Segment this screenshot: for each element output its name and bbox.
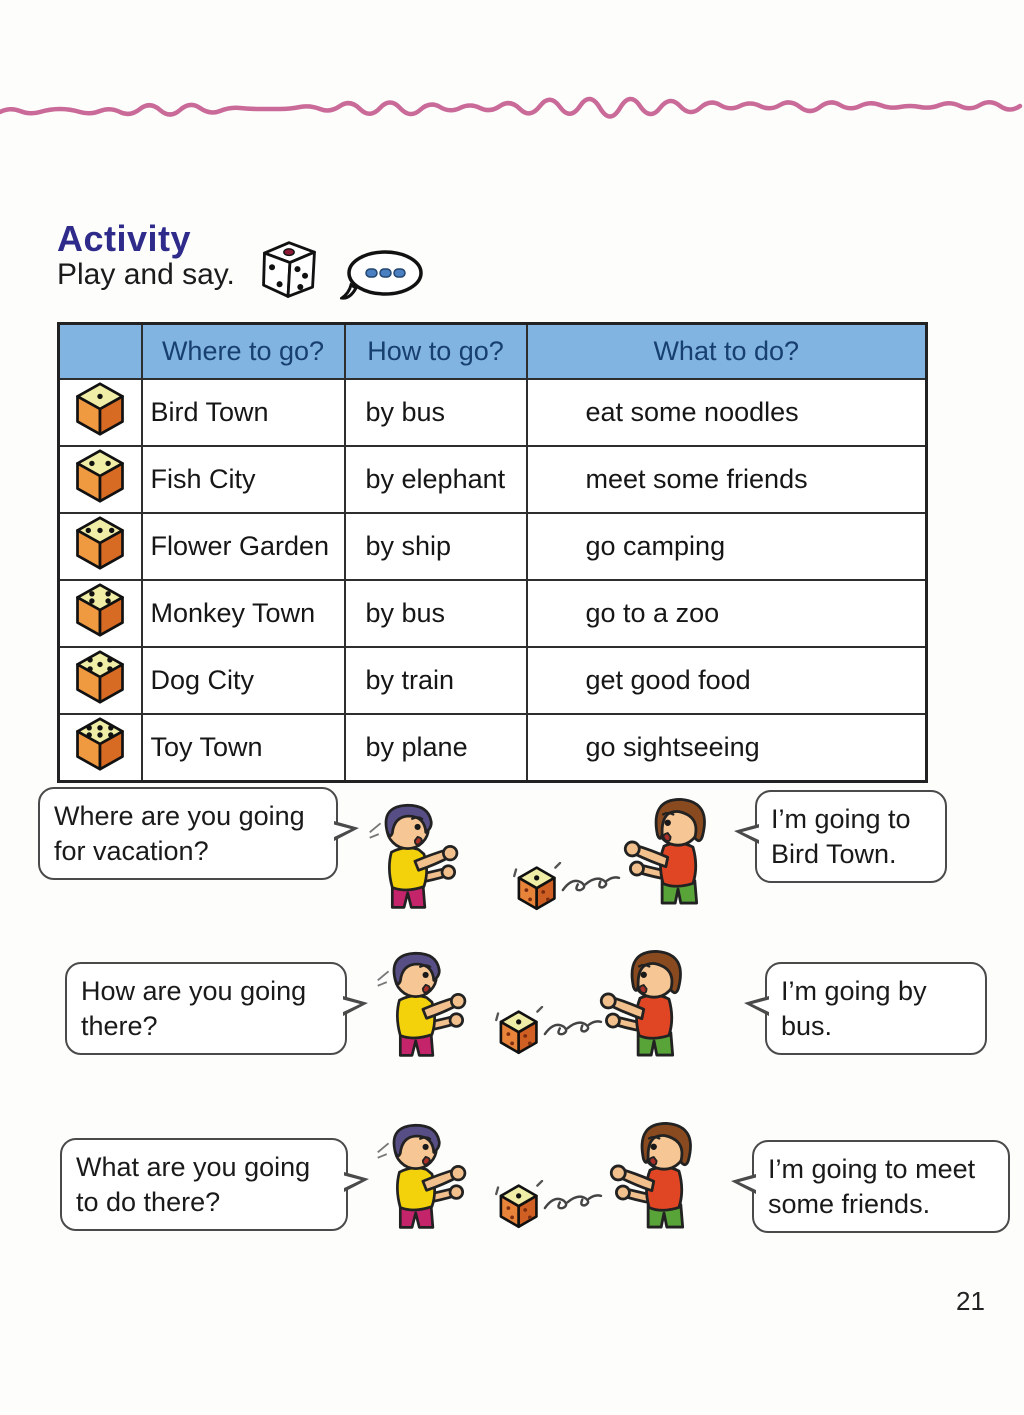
table-header-row (59, 324, 927, 380)
boy-character (368, 946, 476, 1068)
table-row (59, 580, 927, 647)
die-cell (59, 513, 142, 580)
question-bubble-2 (65, 962, 347, 1055)
tossed-die-icon (512, 862, 624, 920)
how-cell: by train (345, 647, 527, 714)
die-face-5-icon (73, 649, 127, 705)
activity-table (57, 322, 928, 783)
pink-divider-line (0, 0, 1024, 140)
girl-character (598, 1116, 716, 1242)
question-text: How are you going there? (81, 976, 307, 1041)
where-cell: Fish City (142, 446, 345, 513)
where-cell: Dog City (142, 647, 345, 714)
die-cell (59, 580, 142, 647)
die-cell (59, 647, 142, 714)
answer-bubble-3 (752, 1140, 1010, 1233)
where-cell: Bird Town (142, 379, 345, 446)
play-and-say-label: Play and say. (57, 258, 235, 291)
question-text: What are you going to do there? (76, 1152, 311, 1217)
where-cell: Monkey Town (142, 580, 345, 647)
how-cell: by bus (345, 379, 527, 446)
how-cell: by ship (345, 513, 527, 580)
how-cell: by bus (345, 580, 527, 647)
answer-bubble-1 (755, 790, 947, 883)
answer-text: I’m going to Bird Town. (771, 804, 911, 869)
table-row (59, 647, 927, 714)
answer-bubble-2 (765, 962, 987, 1055)
die-column-header (59, 324, 142, 380)
table-row (59, 513, 927, 580)
girl-character (588, 944, 706, 1070)
die-face-2-icon (73, 448, 127, 504)
question-bubble-3 (60, 1138, 348, 1231)
what-cell: eat some noodles (527, 379, 927, 446)
answer-text: I’m going to meet some friends. (768, 1154, 976, 1219)
col-header-how: How to go? (345, 324, 527, 380)
table-row (59, 446, 927, 513)
die-cell (59, 714, 142, 782)
what-cell: get good food (527, 647, 927, 714)
question-text: Where are you going for vacation? (54, 801, 305, 866)
dice-3d-icon (256, 238, 322, 304)
die-cell (59, 379, 142, 446)
table-row (59, 714, 927, 782)
col-header-where: Where to go? (142, 324, 345, 380)
boy-character (360, 798, 468, 920)
table-row (59, 379, 927, 446)
what-cell: go to a zoo (527, 580, 927, 647)
page-number: 21 (956, 1286, 985, 1316)
die-face-3-icon (73, 515, 127, 571)
die-face-1-icon (73, 381, 127, 437)
what-cell: meet some friends (527, 446, 927, 513)
boy-character (368, 1118, 476, 1240)
tossed-die-icon (494, 1180, 606, 1238)
where-cell: Flower Garden (142, 513, 345, 580)
die-face-4-icon (73, 582, 127, 638)
answer-text: I’m going by bus. (781, 976, 927, 1041)
where-cell: Toy Town (142, 714, 345, 782)
activity-title: Activity (57, 218, 192, 259)
what-cell: go camping (527, 513, 927, 580)
how-cell: by plane (345, 714, 527, 782)
girl-character (612, 792, 730, 918)
how-cell: by elephant (345, 446, 527, 513)
die-cell (59, 446, 142, 513)
die-face-6-icon (73, 716, 127, 772)
col-header-what: What to do? (527, 324, 927, 380)
what-cell: go sightseeing (527, 714, 927, 782)
question-bubble-1 (38, 787, 338, 880)
speech-dots-icon (340, 248, 424, 304)
